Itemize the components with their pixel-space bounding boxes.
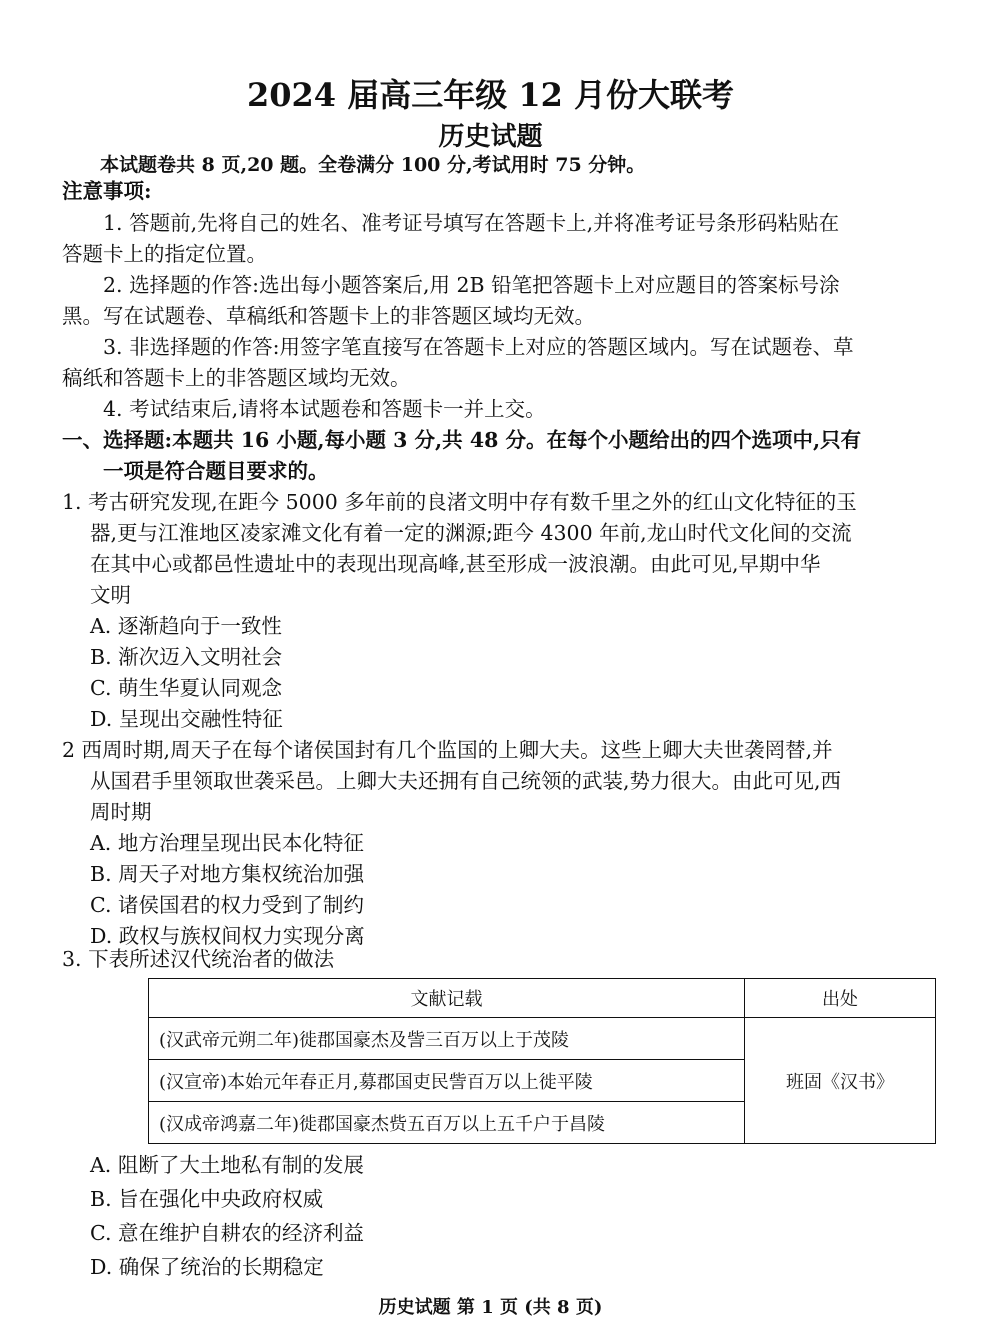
notice-heading: 注意事项:	[62, 179, 152, 203]
question-2-option-b: B. 周天子对地方集权统治加强	[90, 862, 365, 886]
table-cell-record-1: (汉武帝元朔二年)徙郡国豪杰及訾三百万以上于茂陵	[149, 1018, 745, 1060]
question-3-option-a: A. 阻断了大土地私有制的发展	[90, 1153, 364, 1177]
question-1-option-d: D. 呈现出交融性特征	[90, 707, 283, 731]
question-2-line-1: 2 西周时期,周天子在每个诸侯国封有几个监国的上卿大夫。这些上卿大夫世袭罔替,并	[62, 738, 833, 762]
question-1-option-a: A. 逐渐趋向于一致性	[90, 614, 282, 638]
table-row	[149, 1018, 936, 1060]
notice-item-2-line-1: 2. 选择题的作答:选出每小题答案后,用 2B 铅笔把答题卡上对应题目的答案标号涂	[103, 273, 840, 297]
question-3-option-c: C. 意在维护自耕农的经济利益	[90, 1221, 364, 1245]
page-footer: 历史试题 第 1 页 (共 8 页)	[378, 1297, 603, 1318]
exam-title: 2024 届高三年级 12 月份大联考	[246, 76, 735, 114]
question-3-line-1: 3. 下表所述汉代统治者的做法	[62, 947, 335, 971]
table-header-row	[149, 979, 936, 1018]
question-1-line-2: 器,更与江淮地区凌家滩文化有着一定的渊源;距今 4300 年前,龙山时代文化间的交流	[90, 521, 852, 545]
notice-item-4-line-1: 4. 考试结束后,请将本试题卷和答题卡一并上交。	[103, 397, 546, 421]
question-3-option-d: D. 确保了统治的长期稳定	[90, 1255, 324, 1279]
table-header-source: 出处	[745, 979, 936, 1018]
notice-item-1-line-1: 1. 答题前,先将自己的姓名、准考证号填写在答题卡上,并将准考证号条形码粘贴在	[103, 211, 840, 235]
question-1-option-c: C. 萌生华夏认同观念	[90, 676, 282, 700]
question-1-line-1: 1. 考古研究发现,在距今 5000 多年前的良渚文明中存有数千里之外的红山文化特征的玉	[62, 490, 857, 514]
notice-item-2-line-2: 黑。写在试题卷、草稿纸和答题卡上的非答题区域均无效。	[62, 304, 595, 328]
notice-item-3-line-2: 稿纸和答题卡上的非答题区域均无效。	[62, 366, 411, 390]
table-cell-record-3: (汉成帝鸿嘉二年)徙郡国豪杰赀五百万以上五千户于昌陵	[149, 1102, 745, 1144]
question-2-line-2: 从国君手里领取世袭采邑。上卿大夫还拥有自己统领的武装,势力很大。由此可见,西	[90, 769, 842, 793]
table-cell-record-2: (汉宣帝)本始元年春正月,募郡国吏民訾百万以上徙平陵	[149, 1060, 745, 1102]
exam-subject: 历史试题	[438, 122, 543, 152]
question-2-line-3: 周时期	[90, 800, 152, 824]
question-2-option-c: C. 诸侯国君的权力受到了制约	[90, 893, 364, 917]
question-2-option-d: D. 政权与族权间权力实现分离	[90, 924, 365, 948]
question-1-line-4: 文明	[90, 583, 131, 607]
historical-records-table	[148, 978, 936, 1144]
question-2-option-a: A. 地方治理呈现出民本化特征	[90, 831, 364, 855]
notice-item-1-line-2: 答题卡上的指定位置。	[62, 242, 267, 266]
question-3-option-b: B. 旨在强化中央政府权威	[90, 1187, 324, 1211]
exam-info: 本试题卷共 8 页,20 题。全卷满分 100 分,考试用时 75 分钟。	[100, 154, 646, 176]
section-heading-line-2: 一项是符合题目要求的。	[103, 459, 329, 483]
notice-item-3-line-1: 3. 非选择题的作答:用签字笔直接写在答题卡上对应的答题区域内。写在试题卷、草	[103, 335, 854, 359]
question-1-option-b: B. 渐次迈入文明社会	[90, 645, 283, 669]
table-header-records: 文献记载	[149, 979, 745, 1018]
question-1-line-3: 在其中心或都邑性遗址中的表现出现高峰,甚至形成一波浪潮。由此可见,早期中华	[90, 552, 821, 576]
section-heading-line-1: 一、选择题:本题共 16 小题,每小题 3 分,共 48 分。在每个小题给出的四个选项中,只有	[62, 428, 862, 452]
table-cell-source: 班固《汉书》	[745, 1018, 936, 1144]
